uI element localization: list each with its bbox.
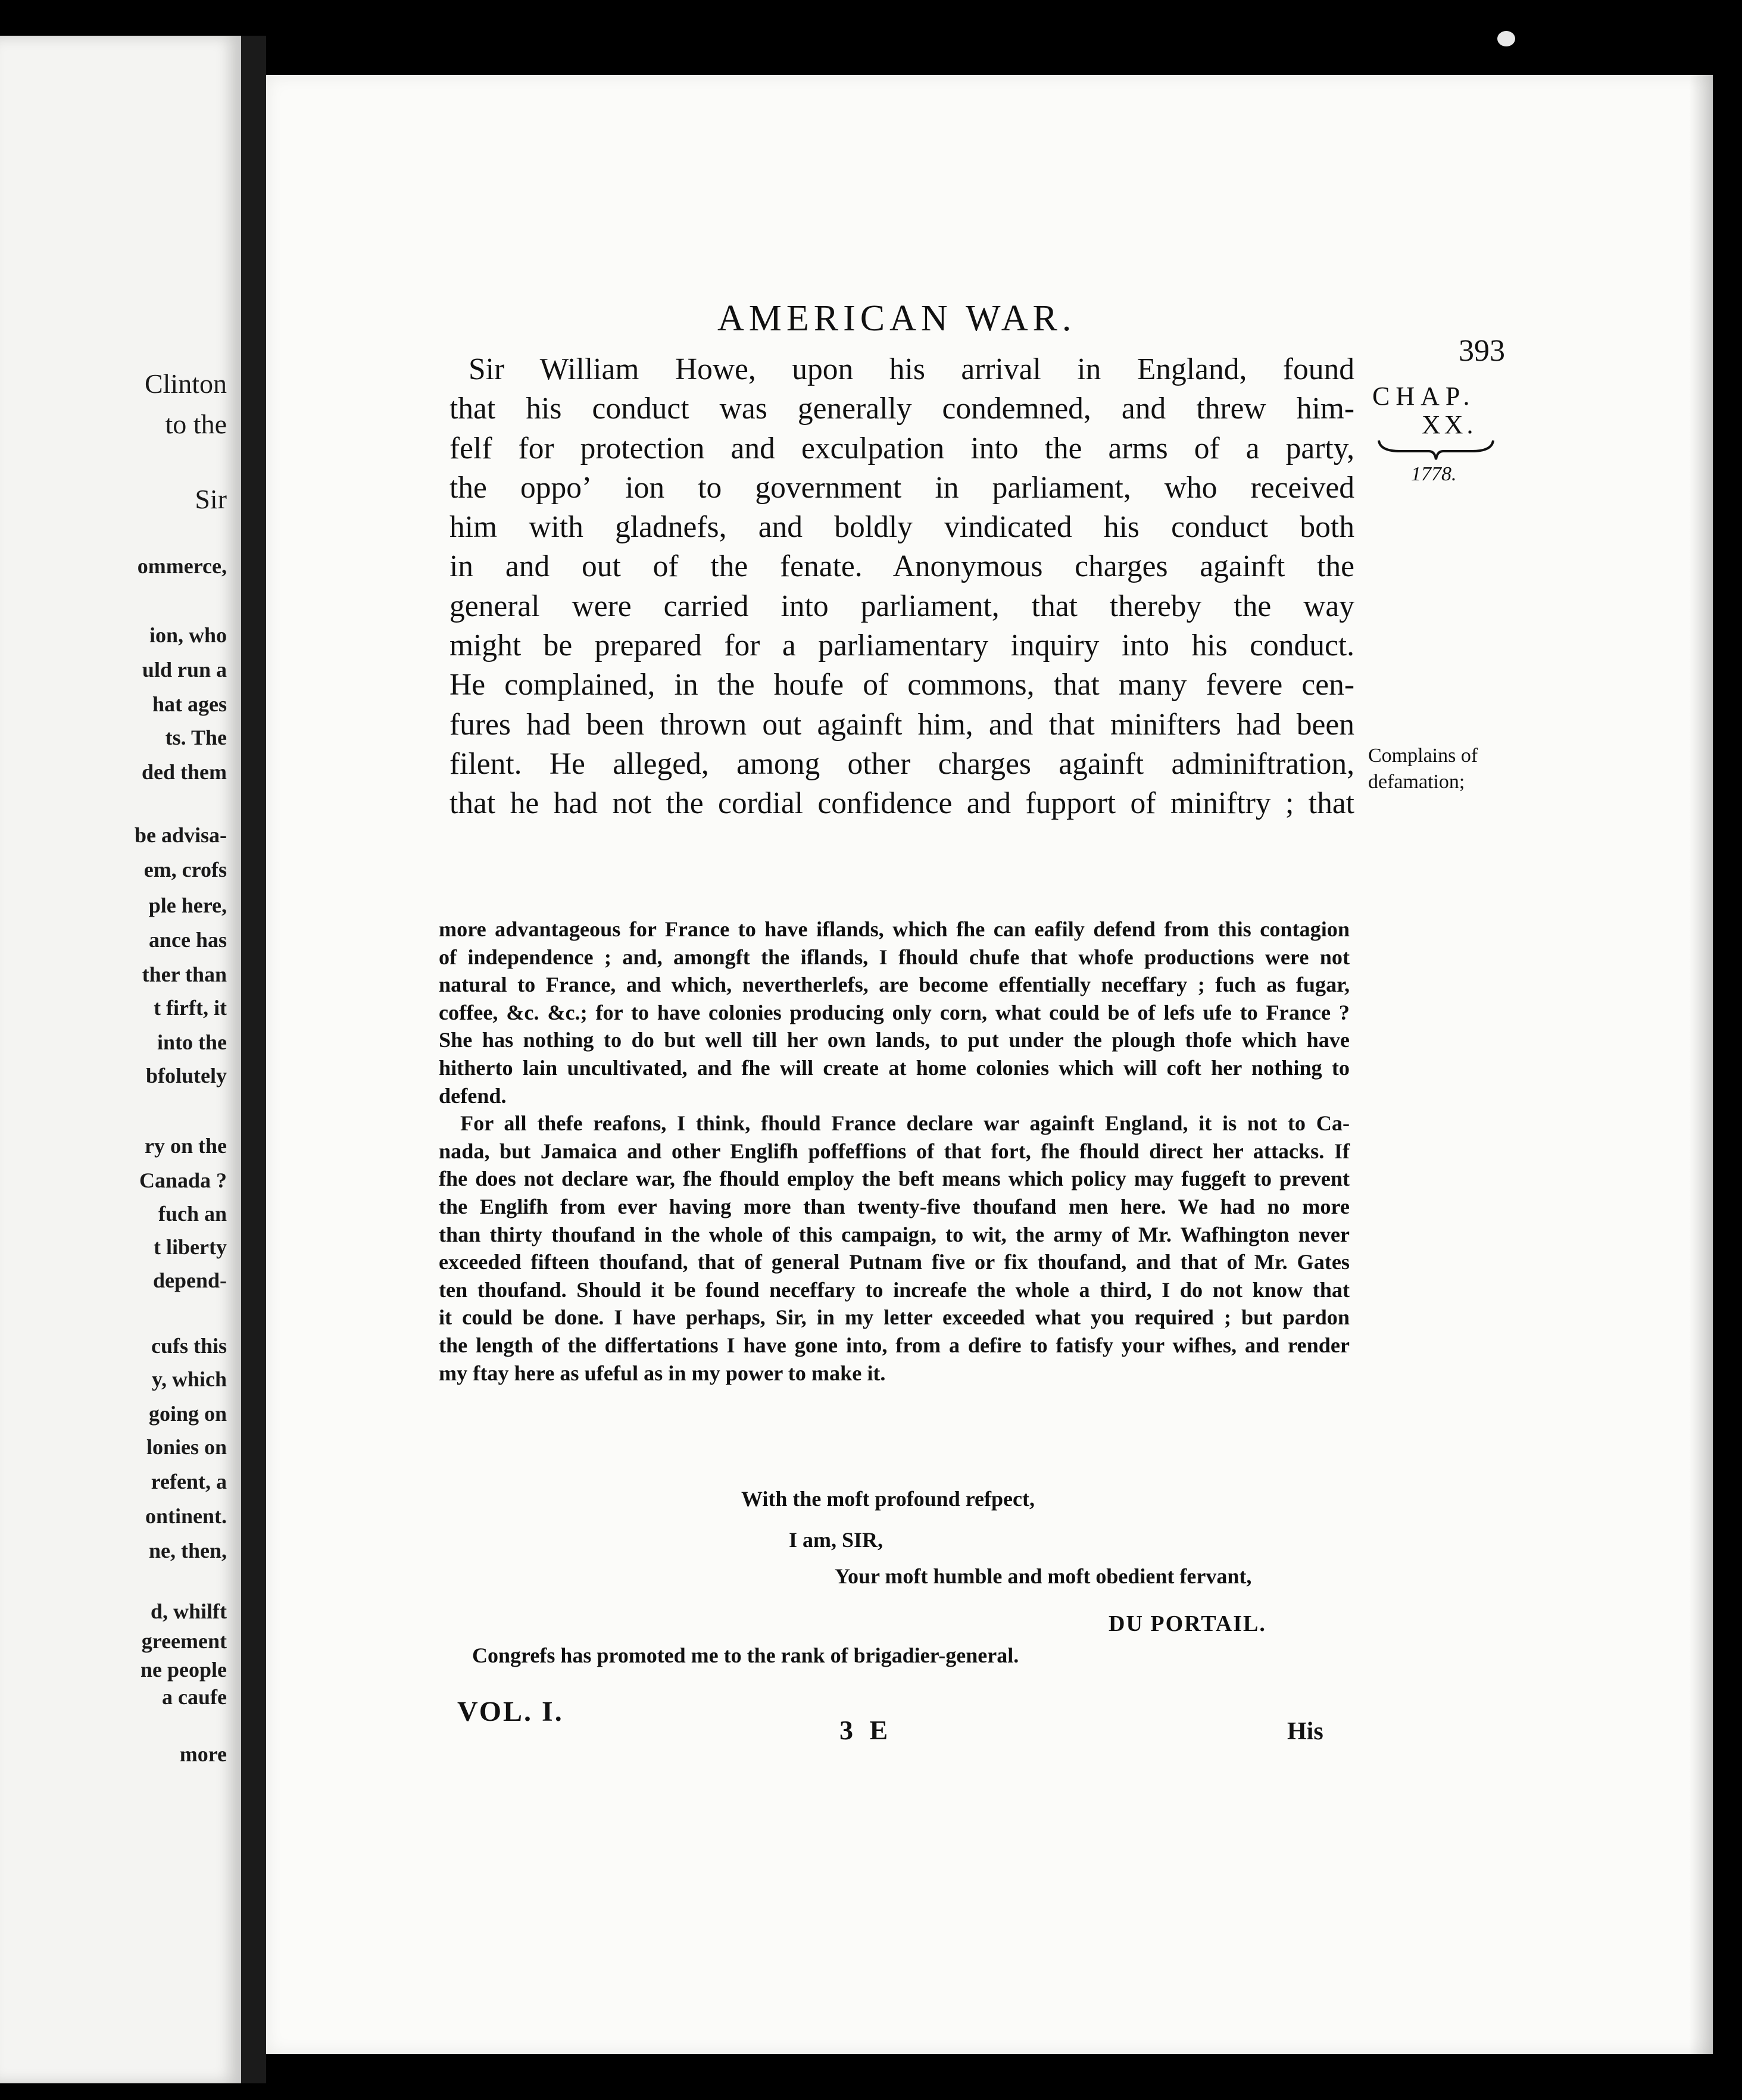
letter-line: it could be done. I have perhaps, Sir, in my letter exceeded what you required ; but pardon — [439, 1305, 1350, 1330]
body-line: fures had been thrown out againft him, and that minifters had been — [449, 707, 1354, 742]
page-number: 393 — [1459, 334, 1505, 368]
left-page-line: y, which — [151, 1367, 227, 1391]
left-page-line: greement — [141, 1629, 227, 1653]
body-line: general were carried into parliament, that thereby the way — [449, 589, 1354, 623]
left-page-line: ded them — [142, 760, 227, 784]
letter-line: my ftay here as ufeful as in my power to make it. — [439, 1361, 886, 1385]
body-line: felf for protection and exculpation into the arms of a party, — [449, 431, 1354, 465]
left-page-line: depend- — [152, 1268, 227, 1292]
left-page-line: em, crofs — [143, 858, 227, 882]
left-page-line: ne, then, — [148, 1539, 227, 1562]
left-page-line: Sir — [195, 484, 227, 514]
letter-line: than thirty thoufand in the whole of this campaign, to wit, the army of Mr. Wafhington never — [439, 1222, 1350, 1246]
body-line: that he had not the cordial confidence and fupport of miniftry ; that — [449, 786, 1354, 821]
letter-line: coffee, &c. &c.; for to have colonies producing only corn, what could be of lefs ufe to France ? — [439, 1000, 1350, 1024]
left-page-line: uld run a — [142, 658, 227, 682]
body-line: the oppoʼ ion to government in parliament, who received — [449, 470, 1354, 505]
letter-line: exceeded fifteen thoufand, that of general Putnam five or fix thoufand, and that of Mr. Gates — [439, 1250, 1350, 1274]
left-page-line: ry on the — [145, 1134, 227, 1158]
left-page-line: cufs this — [151, 1334, 227, 1358]
letter-line: the Englifh from ever having more than twenty-five thoufand men here. We had no more — [439, 1194, 1350, 1218]
letter-line: defend. — [439, 1083, 507, 1108]
left-page-line: ple here, — [148, 893, 227, 917]
left-page-line: Canada ? — [139, 1168, 227, 1192]
left-page-line: fuch an — [158, 1202, 227, 1226]
body-line: filent. He alleged, among other charges againft adminiftration, — [449, 746, 1354, 781]
chapter-label: CHAP. — [1372, 382, 1476, 411]
letter-line: the length of the differtations I have gone into, from a defire to fatisfy your wifhes, and render — [439, 1333, 1350, 1357]
letter-line: For all thefe reafons, I think, fhould France declare war againft England, it is not to Ca- — [460, 1111, 1350, 1136]
left-page-text-fragments — [0, 36, 241, 2083]
body-line: in and out of the fenate. Anonymous charges againft the — [449, 549, 1354, 584]
page-gutter — [241, 36, 266, 2083]
margin-year: 1778. — [1411, 463, 1457, 485]
left-page-line: ommerce, — [137, 554, 227, 578]
left-page-line: ion, who — [149, 623, 227, 647]
letter-line: natural to France, and which, nevertherlefs, are become effentially neceffary ; fuch as fugar, — [439, 973, 1350, 997]
letter-line: hitherto lain uncultivated, and fhe will create at home colonies which will coft her nothing to — [439, 1055, 1350, 1080]
left-page-line: ontinent. — [145, 1504, 227, 1528]
signature-mark: 3 E — [839, 1715, 893, 1745]
body-line: Sir William Howe, upon his arrival in England, found — [469, 352, 1354, 386]
body-paragraph — [449, 350, 1354, 824]
chapter-number: XX. — [1422, 410, 1477, 439]
catchword: His — [1287, 1718, 1323, 1745]
letter-valediction: Your moft humble and moft obedient fervant, — [835, 1564, 1252, 1588]
left-page-line: be advisa- — [134, 823, 227, 847]
left-page-line: ts. The — [165, 726, 227, 749]
margin-side-note — [1368, 743, 1565, 795]
letter-line: nada, but Jamaica and other Englifh poffeffions of that fort, fhe fhould direct her attacks. If — [439, 1139, 1350, 1163]
side-note-line: Complains of — [1368, 745, 1478, 767]
left-page-line: d, whilft — [150, 1599, 227, 1623]
left-page-line: to the — [165, 409, 227, 439]
body-line: that his conduct was generally condemned, and threw him- — [449, 392, 1354, 426]
side-note-line: defamation; — [1368, 771, 1465, 793]
scan-speck — [1497, 31, 1515, 46]
left-page-line: more — [179, 1742, 227, 1766]
letter-signature: DU PORTAIL. — [1109, 1611, 1266, 1636]
left-page-line: going on — [148, 1402, 227, 1426]
letter-closing: With the moft profound refpect, — [741, 1487, 1035, 1511]
left-page-line: ther than — [142, 962, 227, 986]
left-page-line: a caufe — [162, 1685, 227, 1709]
letter-line: more advantageous for France to have iflands, which fhe can eafily defend from this contagion — [439, 917, 1350, 941]
left-facing-page — [0, 36, 245, 2083]
volume-number: VOL. I. — [457, 1696, 564, 1727]
left-page-line: t liberty — [154, 1235, 227, 1259]
brace-icon — [1376, 438, 1496, 462]
letter-line: fhe does not declare war, fhe fhould employ the beft means which policy may fuggeft to prevent — [439, 1167, 1350, 1191]
letter-salutation: I am, SIR, — [789, 1528, 884, 1552]
letter-line: of independence ; and, amongft the iflands, I fhould chufe that whofe productions were not — [439, 945, 1350, 969]
running-head: AMERICAN WAR. — [717, 298, 1076, 339]
left-page-line: hat ages — [152, 692, 227, 716]
left-page-line: into the — [157, 1030, 227, 1054]
body-line: him with gladnefs, and boldly vindicated his conduct both — [449, 510, 1354, 545]
left-page-line: Clinton — [144, 368, 227, 399]
left-page-line: refent, a — [151, 1470, 227, 1493]
letter-line: ten thoufand. Should it be found neceffary to increafe the whole a third, I do not know that — [439, 1277, 1350, 1302]
letter-postscript: Congrefs has promoted me to the rank of brigadier-general. — [472, 1643, 1019, 1667]
left-page-line: ne people — [140, 1658, 227, 1682]
body-line: He complained, in the houfe of commons, that many fevere cen- — [449, 668, 1354, 702]
left-page-line: bfolutely — [145, 1064, 227, 1088]
left-page-line: t firft, it — [154, 996, 227, 1020]
left-page-line: lonies on — [146, 1435, 227, 1459]
letter-footnote-block — [439, 915, 1350, 1387]
body-line: might be prepared for a parliamentary inquiry into his conduct. — [449, 629, 1354, 663]
left-page-line: ance has — [148, 928, 227, 952]
letter-line: She has nothing to do but well till her own lands, to put under the plough thofe which have — [439, 1028, 1350, 1052]
